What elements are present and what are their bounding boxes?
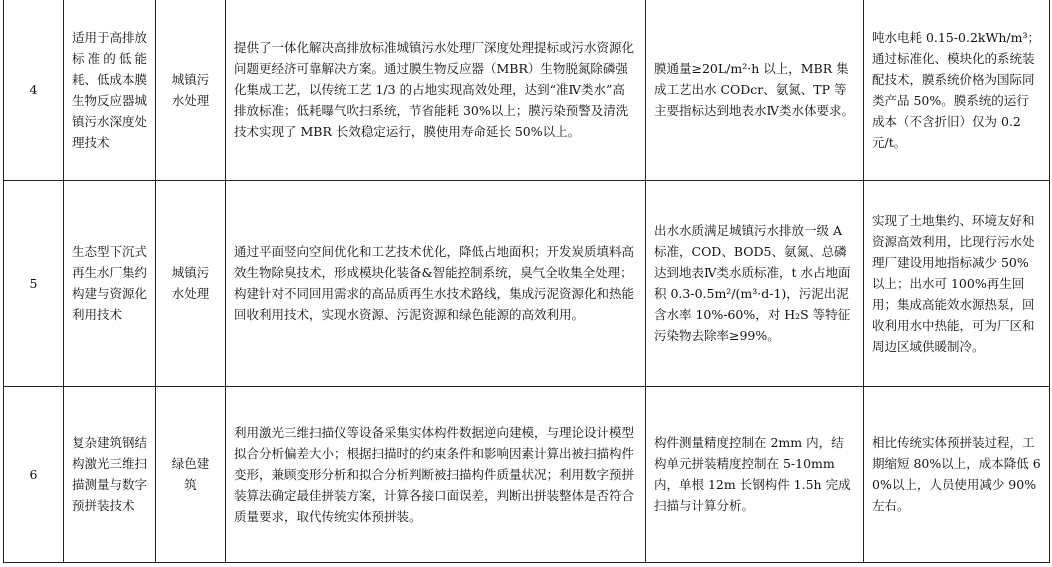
tech-table (3, 0, 1050, 563)
table-row (4, 386, 1050, 562)
row-number: 6 (4, 386, 64, 562)
tech-description: 利用激光三维扫描仪等设备采集实体构件数据逆向建模，与理论设计模型拟合分析偏差大小；根据扫描时的约束条件和影响因素计算出被扫描构件变形，兼顾变形分析和拟合分析判断被扫描构件质量状况；利用数字预拼装算法确定最佳拼装方案，计算各接口面误差，判断出拼装整体是否符合质量要求，取代传统实体预拼装。 (226, 386, 646, 562)
table-row (4, 0, 1050, 180)
tech-field: 城镇污水处理 (156, 0, 226, 180)
table-row (4, 180, 1050, 386)
tech-field: 城镇污水处理 (156, 180, 226, 386)
tech-indicator: 膜通量≥20L/m²·h 以上，MBR 集成工艺出水 CODcr、氨氮、TP 等主要指标达到地表水Ⅳ类水体要求。 (646, 0, 864, 180)
row-number: 5 (4, 180, 64, 386)
tech-benefit: 实现了土地集约、环境友好和资源高效利用，比现行污水处理厂建设用地指标减少 50%以上；出水可 100%再生回用；集成高能效水源热泵，回收利用水中热能，可为厂区和周边区域供暖制冷。 (864, 180, 1050, 386)
tech-indicator: 出水水质满足城镇污水排放一级 A 标准，COD、BOD5、氨氮、总磷达到地表Ⅳ类水质标准，t 水占地面积 0.3-0.5m²/(m³·d-1)，污泥出泥含水率 10%-60%，对 H₂S 等特征污染物去除率≥99%。 (646, 180, 864, 386)
tech-name: 生态型下沉式再生水厂集约构建与资源化利用技术 (64, 180, 156, 386)
tech-name: 复杂建筑钢结构激光三维扫描测量与数字预拼装技术 (64, 386, 156, 562)
tech-field: 绿色建筑 (156, 386, 226, 562)
tech-indicator: 构件测量精度控制在 2mm 内，结构单元拼装精度控制在 5-10mm 内，单根 12m 长钢构件 1.5h 完成扫描与计算分析。 (646, 386, 864, 562)
tech-benefit: 吨水电耗 0.15-0.2kWh/m³；通过标准化、模块化的系统装配技术，膜系统价格为国际同类产品 50%。膜系统的运行成本（不含折旧）仅为 0.2 元/t。 (864, 0, 1050, 180)
tech-description: 提供了一体化解决高排放标准城镇污水处理厂深度处理提标或污水资源化问题更经济可靠解决方案。通过膜生物反应器（MBR）生物脱氮除磷强化集成工艺，以传统工艺 1/3 的占地实现高效处理，达到“准Ⅳ类水”高排放标准；低耗曝气吹扫系统，节省能耗 30%以上；膜污染预警及清洗技术实现了 MBR 长效稳定运行，膜使用寿命延长 50%以上。 (226, 0, 646, 180)
tech-name: 适用于高排放标准的低能耗、低成本膜生物反应器城镇污水深度处理技术 (64, 0, 156, 180)
row-number: 4 (4, 0, 64, 180)
tech-benefit: 相比传统实体预拼装过程，工期缩短 80%以上，成本降低 60%以上，人员使用减少 90%左右。 (864, 386, 1050, 562)
tech-description: 通过平面竖向空间优化和工艺技术优化，降低占地面积；开发炭质填料高效生物除臭技术，形成模块化装备&智能控制系统，臭气全收集全处理；构建针对不同回用需求的高品质再生水技术路线，集成污泥资源化和热能回收利用技术，实现水资源、污泥资源和绿色能源的高效利用。 (226, 180, 646, 386)
